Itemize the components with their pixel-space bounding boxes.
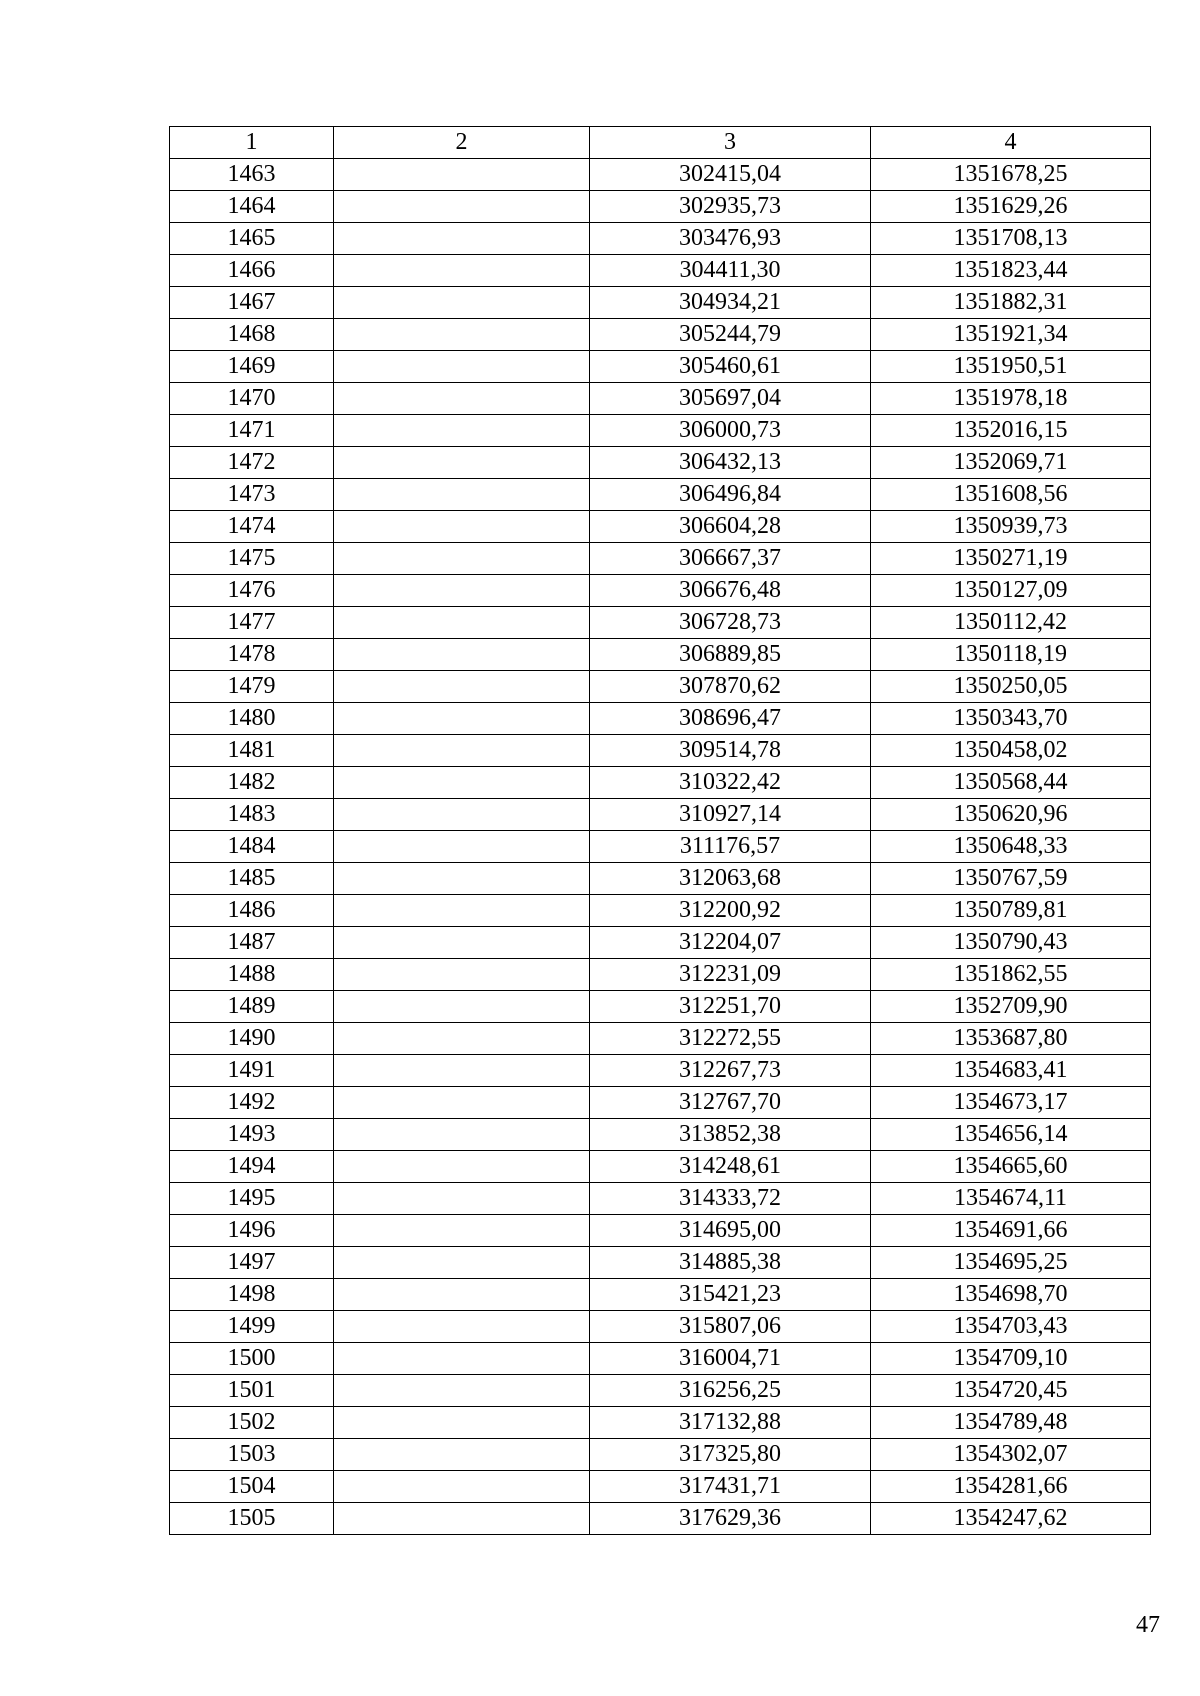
table-cell-col-1: 1490 [170,1023,334,1055]
table-cell-col-2 [334,639,590,671]
table-cell-col-1: 1502 [170,1407,334,1439]
table-cell-col-3: 305697,04 [590,383,871,415]
table-cell-col-1: 1504 [170,1471,334,1503]
table-cell-col-1: 1488 [170,959,334,991]
table-cell-col-3: 312063,68 [590,863,871,895]
table-row [170,1439,1151,1471]
table-cell-col-2 [334,223,590,255]
table-cell-col-2 [334,159,590,191]
table-cell-col-1: 1503 [170,1439,334,1471]
table-cell-col-3: 303476,93 [590,223,871,255]
table-cell-col-3: 317132,88 [590,1407,871,1439]
table-cell-col-2 [334,287,590,319]
table-cell-col-1: 1491 [170,1055,334,1087]
table-cell-col-3: 314885,38 [590,1247,871,1279]
table-cell-col-2 [334,255,590,287]
table-cell-col-1: 1498 [170,1279,334,1311]
table-row [170,447,1151,479]
table-row [170,1247,1151,1279]
table-cell-col-4: 1354673,17 [871,1087,1151,1119]
table-row [170,191,1151,223]
table-cell-col-2 [334,383,590,415]
table-cell-col-3: 312767,70 [590,1087,871,1119]
table-cell-col-1: 1465 [170,223,334,255]
table-row [170,255,1151,287]
table-row [170,1087,1151,1119]
table-cell-col-4: 1352069,71 [871,447,1151,479]
table-row [170,927,1151,959]
table-row [170,1503,1151,1535]
table-cell-col-4: 1350118,19 [871,639,1151,671]
table-cell-col-1: 1464 [170,191,334,223]
table-cell-col-3: 311176,57 [590,831,871,863]
table-cell-col-1: 1505 [170,1503,334,1535]
table-body [170,159,1151,1535]
table-cell-col-1: 1483 [170,799,334,831]
table-cell-col-4: 1350939,73 [871,511,1151,543]
table-cell-col-2 [334,1375,590,1407]
table-cell-col-3: 304934,21 [590,287,871,319]
table-cell-col-4: 1351708,13 [871,223,1151,255]
table-cell-col-2 [334,1343,590,1375]
table-cell-col-4: 1350789,81 [871,895,1151,927]
table-row [170,991,1151,1023]
table-cell-col-3: 314333,72 [590,1183,871,1215]
table-row [170,607,1151,639]
table-cell-col-2 [334,1279,590,1311]
table-cell-col-2 [334,671,590,703]
table-row [170,1311,1151,1343]
table-cell-col-4: 1354695,25 [871,1247,1151,1279]
table-cell-col-3: 302415,04 [590,159,871,191]
table-row [170,703,1151,735]
table-row [170,1183,1151,1215]
coordinates-table [169,126,1151,1535]
table-cell-col-2 [334,1215,590,1247]
table-cell-col-3: 315807,06 [590,1311,871,1343]
table-cell-col-4: 1350648,33 [871,831,1151,863]
table-cell-col-3: 312251,70 [590,991,871,1023]
table-cell-col-3: 310322,42 [590,767,871,799]
table-cell-col-4: 1350343,70 [871,703,1151,735]
table-cell-col-3: 302935,73 [590,191,871,223]
table-cell-col-2 [334,1503,590,1535]
table-cell-col-3: 307870,62 [590,671,871,703]
table-cell-col-1: 1468 [170,319,334,351]
table-cell-col-4: 1354720,45 [871,1375,1151,1407]
table-cell-col-1: 1471 [170,415,334,447]
table-row [170,1055,1151,1087]
table-cell-col-2 [334,735,590,767]
column-header-2: 2 [334,127,590,159]
table-cell-col-3: 317325,80 [590,1439,871,1471]
table-cell-col-4: 1354698,70 [871,1279,1151,1311]
table-cell-col-2 [334,703,590,735]
table-cell-col-1: 1473 [170,479,334,511]
table-cell-col-2 [334,511,590,543]
table-cell-col-2 [334,1023,590,1055]
table-cell-col-1: 1477 [170,607,334,639]
table-cell-col-1: 1499 [170,1311,334,1343]
table-row [170,1023,1151,1055]
table-cell-col-4: 1350790,43 [871,927,1151,959]
table-cell-col-4: 1352709,90 [871,991,1151,1023]
table-cell-col-4: 1351882,31 [871,287,1151,319]
table-cell-col-4: 1354247,62 [871,1503,1151,1535]
table-cell-col-1: 1476 [170,575,334,607]
table-cell-col-4: 1354691,66 [871,1215,1151,1247]
table-cell-col-4: 1354709,10 [871,1343,1151,1375]
table-cell-col-3: 306604,28 [590,511,871,543]
table-cell-col-1: 1470 [170,383,334,415]
table-cell-col-1: 1500 [170,1343,334,1375]
table-cell-col-1: 1479 [170,671,334,703]
table-cell-col-4: 1350568,44 [871,767,1151,799]
table-cell-col-1: 1492 [170,1087,334,1119]
table-cell-col-3: 313852,38 [590,1119,871,1151]
table-cell-col-3: 314248,61 [590,1151,871,1183]
table-row [170,799,1151,831]
column-header-3: 3 [590,127,871,159]
table-row [170,479,1151,511]
table-cell-col-3: 312231,09 [590,959,871,991]
table-cell-col-4: 1354656,14 [871,1119,1151,1151]
table-cell-col-2 [334,1439,590,1471]
table-row [170,863,1151,895]
table-cell-col-2 [334,607,590,639]
table-row [170,159,1151,191]
table-cell-col-1: 1466 [170,255,334,287]
table-cell-col-1: 1485 [170,863,334,895]
table-cell-col-1: 1469 [170,351,334,383]
table-cell-col-4: 1354674,11 [871,1183,1151,1215]
table-cell-col-2 [334,575,590,607]
page-number: 47 [1136,1612,1160,1638]
table-cell-col-1: 1474 [170,511,334,543]
table-cell-col-3: 316256,25 [590,1375,871,1407]
table-row [170,383,1151,415]
table-row [170,415,1151,447]
table-cell-col-4: 1350458,02 [871,735,1151,767]
table-row [170,959,1151,991]
table-cell-col-4: 1354789,48 [871,1407,1151,1439]
table-cell-col-3: 306432,13 [590,447,871,479]
table-cell-col-4: 1351823,44 [871,255,1151,287]
table-cell-col-4: 1351862,55 [871,959,1151,991]
table-cell-col-4: 1354703,43 [871,1311,1151,1343]
table-cell-col-4: 1354302,07 [871,1439,1151,1471]
table-cell-col-4: 1351921,34 [871,319,1151,351]
table-cell-col-2 [334,799,590,831]
table-cell-col-1: 1497 [170,1247,334,1279]
table-cell-col-1: 1481 [170,735,334,767]
table-row [170,351,1151,383]
table-cell-col-1: 1489 [170,991,334,1023]
table-cell-col-2 [334,991,590,1023]
table-row [170,1119,1151,1151]
table-row [170,543,1151,575]
table-cell-col-4: 1351978,18 [871,383,1151,415]
table-cell-col-3: 317629,36 [590,1503,871,1535]
table-row [170,831,1151,863]
table-cell-col-4: 1351950,51 [871,351,1151,383]
table-row [170,1407,1151,1439]
table-cell-col-3: 314695,00 [590,1215,871,1247]
table-cell-col-1: 1495 [170,1183,334,1215]
table-row [170,1215,1151,1247]
table-row [170,223,1151,255]
table-cell-col-4: 1353687,80 [871,1023,1151,1055]
table-cell-col-1: 1463 [170,159,334,191]
table-cell-col-4: 1350767,59 [871,863,1151,895]
table-row [170,575,1151,607]
table-row [170,1279,1151,1311]
table-cell-col-2 [334,831,590,863]
table-cell-col-1: 1501 [170,1375,334,1407]
table-cell-col-3: 306889,85 [590,639,871,671]
table-cell-col-4: 1354683,41 [871,1055,1151,1087]
table-cell-col-2 [334,1055,590,1087]
table-cell-col-3: 306496,84 [590,479,871,511]
table-cell-col-3: 304411,30 [590,255,871,287]
table-cell-col-4: 1351629,26 [871,191,1151,223]
table-cell-col-1: 1472 [170,447,334,479]
table-cell-col-3: 317431,71 [590,1471,871,1503]
table-cell-col-2 [334,927,590,959]
table-cell-col-1: 1478 [170,639,334,671]
column-header-4: 4 [871,127,1151,159]
table-cell-col-2 [334,1247,590,1279]
table-cell-col-2 [334,1311,590,1343]
table-cell-col-4: 1350112,42 [871,607,1151,639]
table-cell-col-3: 312272,55 [590,1023,871,1055]
table-cell-col-2 [334,959,590,991]
table-cell-col-3: 310927,14 [590,799,871,831]
table-cell-col-2 [334,895,590,927]
table-row [170,735,1151,767]
table-cell-col-3: 305244,79 [590,319,871,351]
table-cell-col-1: 1496 [170,1215,334,1247]
table-cell-col-3: 309514,78 [590,735,871,767]
table-cell-col-2 [334,191,590,223]
table-cell-col-2 [334,863,590,895]
table-cell-col-4: 1351608,56 [871,479,1151,511]
table-cell-col-4: 1350620,96 [871,799,1151,831]
table-row [170,1151,1151,1183]
table-cell-col-2 [334,479,590,511]
table-cell-col-3: 312204,07 [590,927,871,959]
table-row [170,287,1151,319]
table-row [170,511,1151,543]
table-cell-col-2 [334,1151,590,1183]
table-cell-col-3: 315421,23 [590,1279,871,1311]
table-cell-col-1: 1486 [170,895,334,927]
table-cell-col-3: 306667,37 [590,543,871,575]
column-header-1: 1 [170,127,334,159]
table-row [170,767,1151,799]
table-cell-col-4: 1350271,19 [871,543,1151,575]
table-cell-col-4: 1352016,15 [871,415,1151,447]
table-cell-col-3: 316004,71 [590,1343,871,1375]
table-cell-col-4: 1354281,66 [871,1471,1151,1503]
table-cell-col-1: 1494 [170,1151,334,1183]
table-cell-col-2 [334,319,590,351]
table-cell-col-2 [334,1119,590,1151]
table-cell-col-3: 306728,73 [590,607,871,639]
table-cell-col-1: 1475 [170,543,334,575]
table-cell-col-2 [334,1407,590,1439]
table-row [170,319,1151,351]
table-cell-col-4: 1351678,25 [871,159,1151,191]
table-cell-col-2 [334,351,590,383]
table-cell-col-4: 1350127,09 [871,575,1151,607]
table-row [170,1375,1151,1407]
table-cell-col-1: 1467 [170,287,334,319]
table-header-row [170,127,1151,159]
table-cell-col-2 [334,1183,590,1215]
table-cell-col-2 [334,1471,590,1503]
table-cell-col-1: 1493 [170,1119,334,1151]
table-cell-col-2 [334,415,590,447]
table-row [170,1343,1151,1375]
table-cell-col-2 [334,543,590,575]
table-row [170,1471,1151,1503]
table-cell-col-2 [334,767,590,799]
table-cell-col-3: 312267,73 [590,1055,871,1087]
table-cell-col-3: 306000,73 [590,415,871,447]
table-cell-col-2 [334,1087,590,1119]
table-cell-col-1: 1484 [170,831,334,863]
table-row [170,639,1151,671]
table-row [170,671,1151,703]
table-cell-col-4: 1354665,60 [871,1151,1151,1183]
table-cell-col-4: 1350250,05 [871,671,1151,703]
table-cell-col-1: 1480 [170,703,334,735]
table-row [170,895,1151,927]
table-cell-col-1: 1482 [170,767,334,799]
table-cell-col-3: 308696,47 [590,703,871,735]
table-cell-col-1: 1487 [170,927,334,959]
table-cell-col-3: 312200,92 [590,895,871,927]
table-cell-col-3: 305460,61 [590,351,871,383]
table-cell-col-2 [334,447,590,479]
table-cell-col-3: 306676,48 [590,575,871,607]
